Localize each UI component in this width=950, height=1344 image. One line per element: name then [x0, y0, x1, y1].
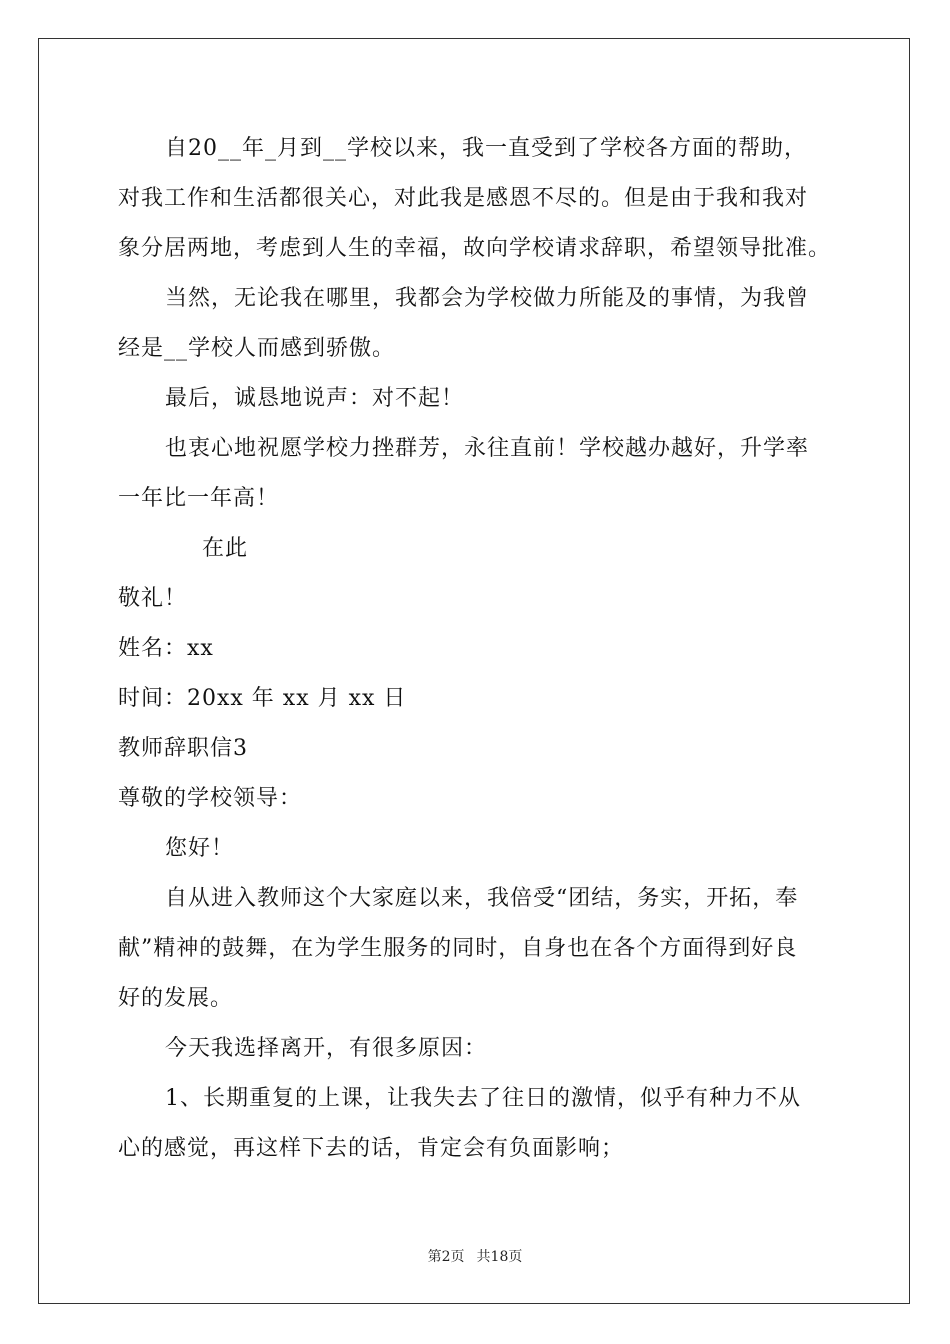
text-line: 好的发展。	[118, 986, 234, 1011]
section-title: 教师辞职信3	[118, 736, 248, 761]
text-line: 自从进入教师这个大家庭以来，我倍受“团结，务实，开拓，奉	[165, 886, 799, 911]
text-line: 对我工作和生活都很关心，对此我是感恩不尽的。但是由于我和我对	[118, 186, 809, 211]
text-line: 今天我选择离开，有很多原因：	[165, 1036, 488, 1061]
text-line: 也衷心地祝愿学校力挫群芳，永往直前！学校越办越好，升学率	[165, 436, 810, 461]
closing-zaici: 在此	[202, 536, 249, 561]
page-number: 第2页	[427, 1249, 465, 1265]
text-line: 一年比一年高！	[118, 486, 280, 511]
text-line: 经是__学校人而感到骄傲。	[118, 336, 396, 361]
text-line: 当然，无论我在哪里，我都会为学校做力所能及的事情，为我曾	[165, 286, 810, 311]
page-footer	[0, 1248, 950, 1266]
text-line: 最后，诚恳地说声：对不起！	[165, 386, 465, 411]
text-line: 1、长期重复的上课，让我失去了往日的激情，似乎有种力不从	[165, 1086, 801, 1111]
page-frame	[38, 38, 910, 1304]
closing-jingli: 敬礼！	[118, 586, 188, 611]
greeting: 您好！	[165, 836, 235, 861]
text-line: 心的感觉，再这样下去的话，肯定会有负面影响；	[118, 1136, 625, 1161]
page-total: 共18页	[476, 1249, 523, 1265]
signature-name: 姓名：xx	[118, 636, 214, 661]
salutation: 尊敬的学校领导：	[118, 786, 303, 811]
text-line: 象分居两地，考虑到人生的幸福，故向学校请求辞职，希望领导批准。	[118, 236, 832, 261]
text-line: 自20__年_月到__学校以来，我一直受到了学校各方面的帮助，	[165, 136, 807, 161]
text-line: 献”精神的鼓舞，在为学生服务的同时，自身也在各个方面得到好良	[118, 936, 798, 961]
signature-date: 时间：20xx 年 xx 月 xx 日	[118, 686, 407, 711]
